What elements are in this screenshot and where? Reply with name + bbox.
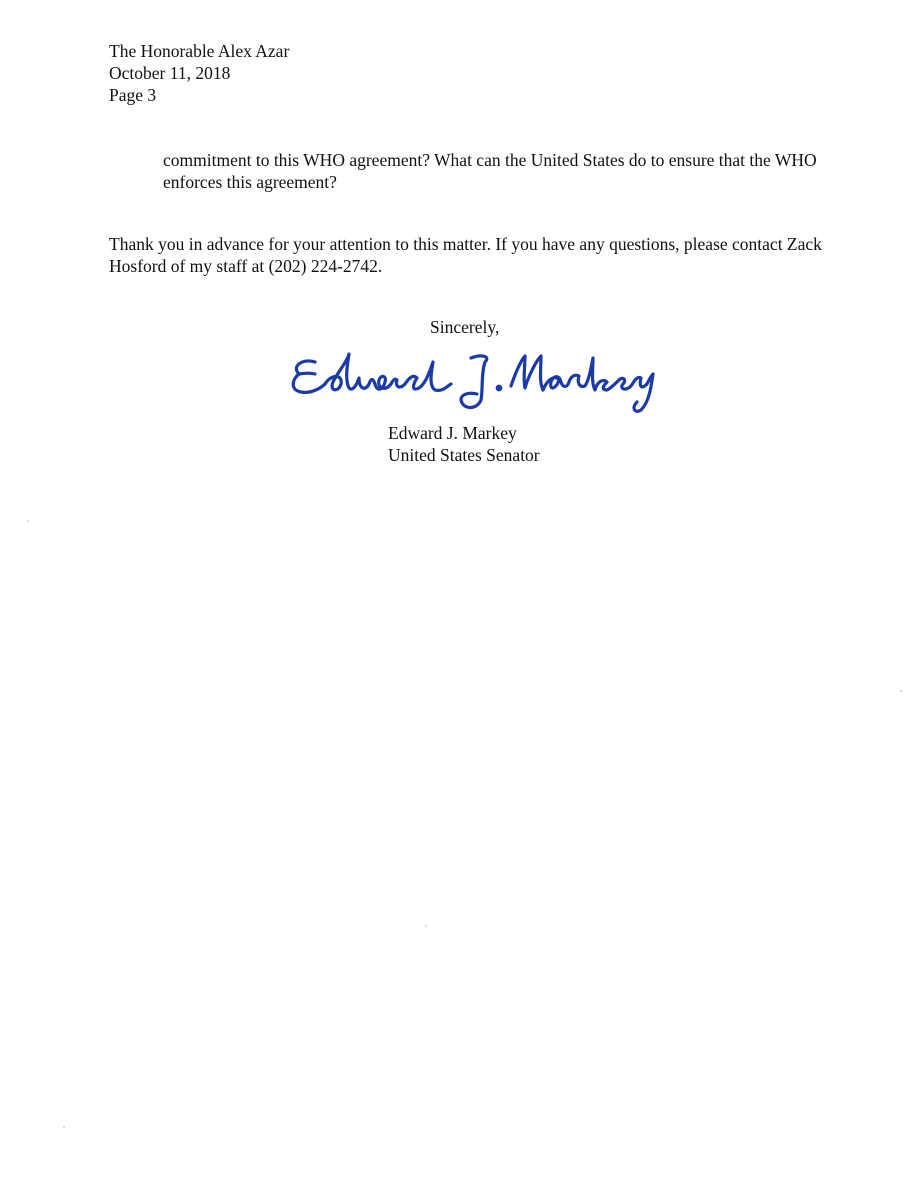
continued-paragraph: commitment to this WHO agreement? What can the United States do to ensure that the WHO enforces this agreement? xyxy=(163,150,817,192)
scan-speck xyxy=(27,520,29,522)
handwritten-signature xyxy=(285,340,675,420)
signer-block xyxy=(388,422,540,466)
salutation: Sincerely, xyxy=(430,317,500,337)
signer-name: Edward J. Markey xyxy=(388,423,517,443)
page-number: Page 3 xyxy=(109,85,157,105)
recipient-line: The Honorable Alex Azar xyxy=(109,41,290,61)
scan-speck xyxy=(63,1126,65,1128)
letter-header xyxy=(109,40,289,106)
scan-speck xyxy=(900,690,902,692)
closing-paragraph: Thank you in advance for your attention to this matter. If you have any questions, please contact Zack Hosford of my staff at (202) 224-2742. xyxy=(109,234,822,276)
date-line: October 11, 2018 xyxy=(109,63,231,83)
signer-title: United States Senator xyxy=(388,445,540,465)
scan-speck xyxy=(425,925,427,927)
